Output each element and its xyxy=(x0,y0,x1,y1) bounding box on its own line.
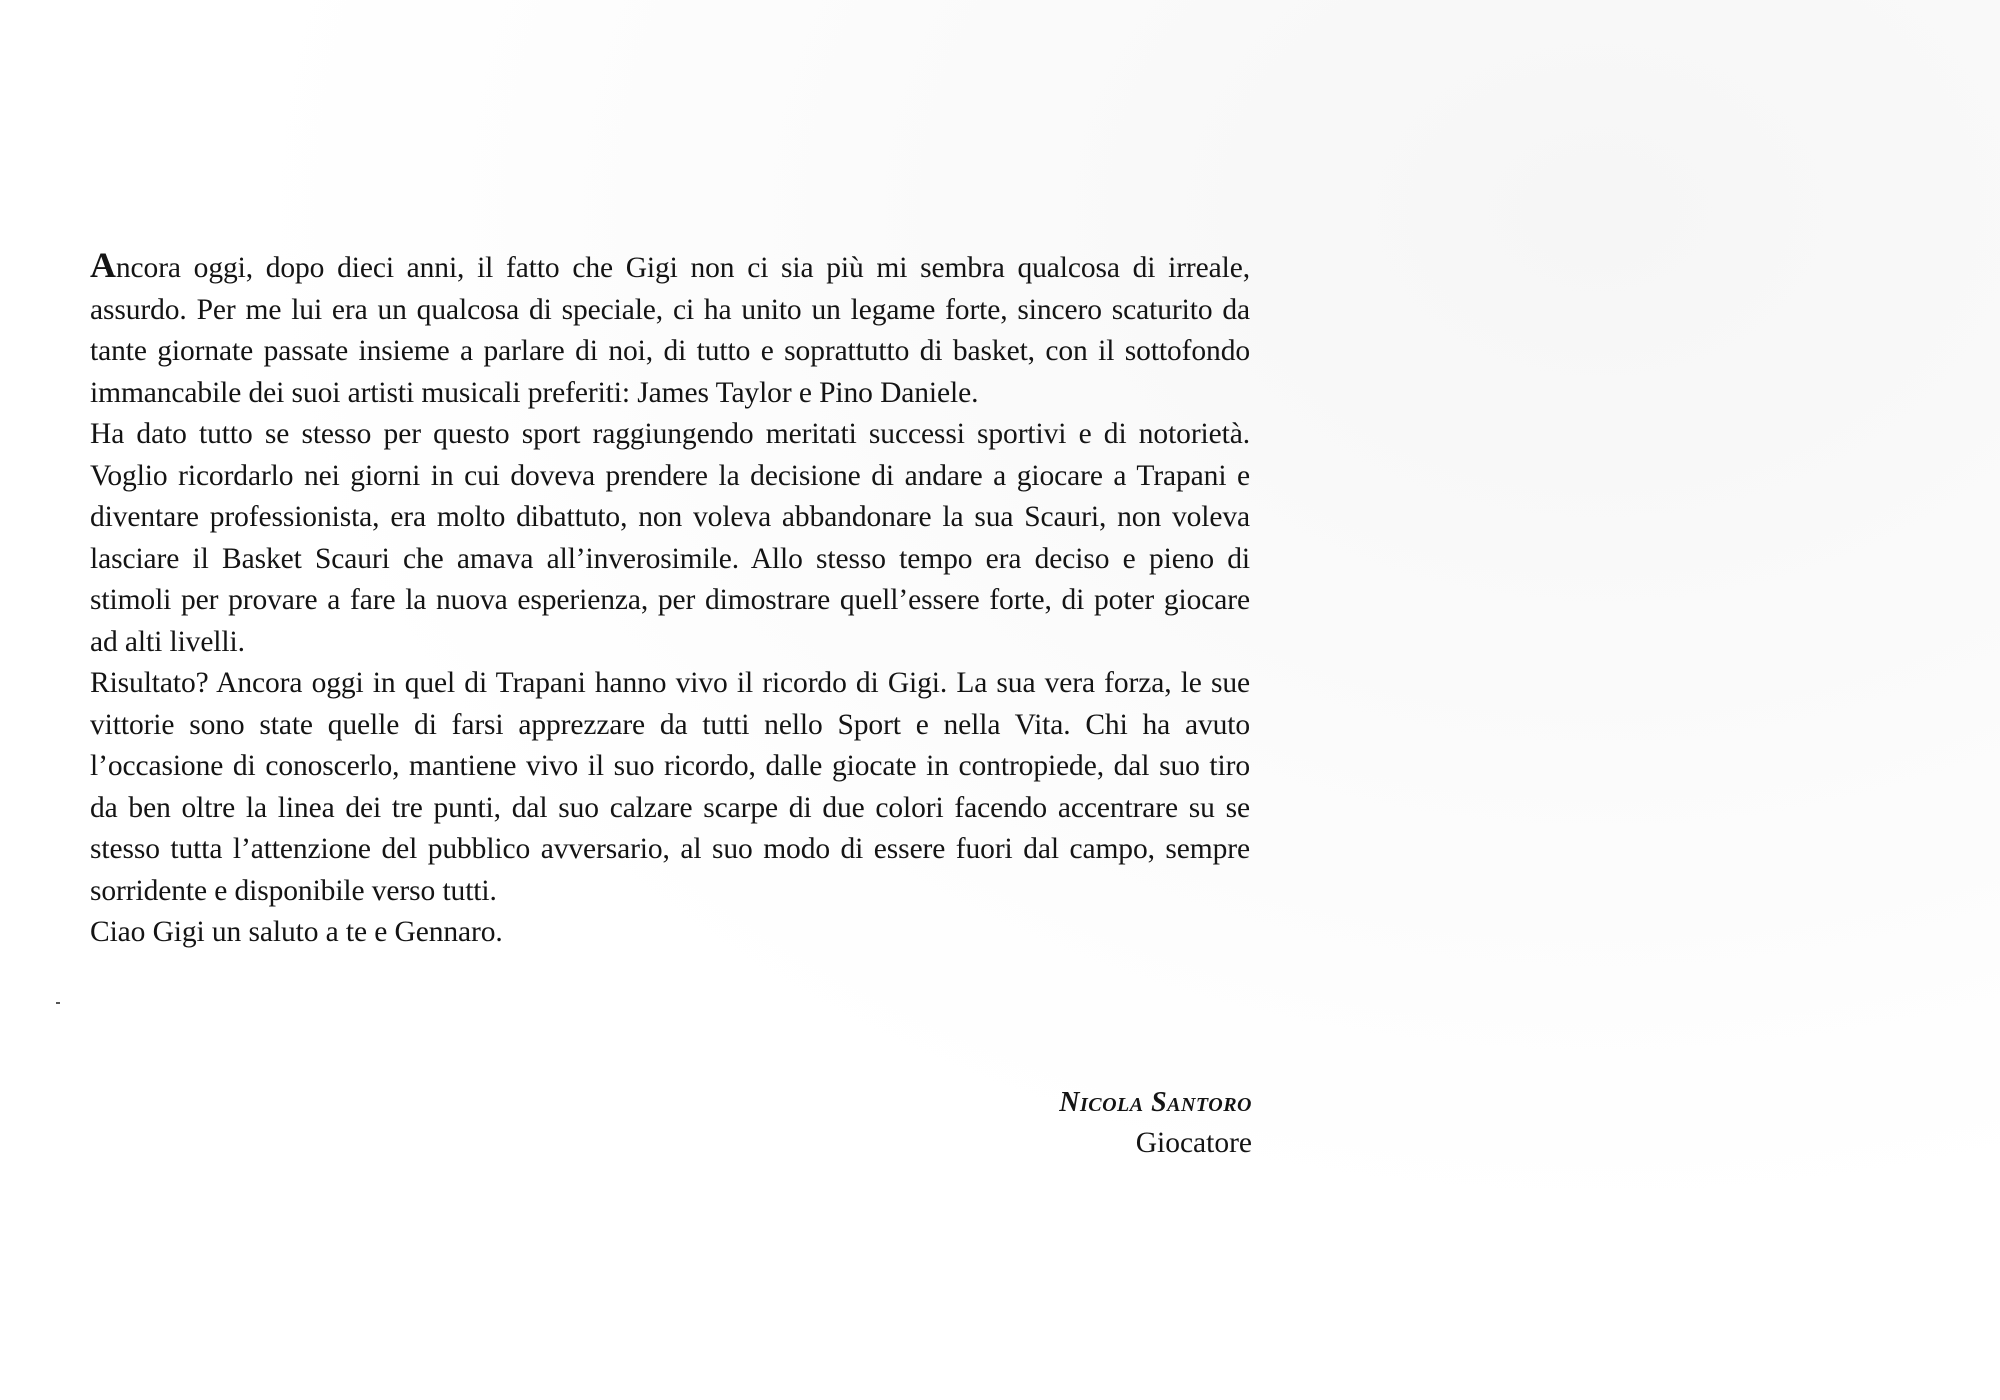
paragraph-2: Ha dato tutto se stesso per questo sport raggiungendo meritati successi sportivi e di notorietà. Voglio ricordarlo nei giorni in cui doveva prendere la decisione di andare a giocare a Trapani e diventare professionista, era molto dibattuto, non voleva abbandonare la sua Scauri, non voleva lasciare il Basket Scauri che amava all’inverosimile. Allo stesso tempo era deciso e pieno di stimoli per provare a fare la nuova esperienza, per dimostrare quell’essere forte, di poter giocare ad alti livelli. xyxy=(90,418,1250,658)
paragraph-1 xyxy=(90,245,1250,414)
signature-block xyxy=(880,1082,1252,1164)
memorial-text xyxy=(90,245,1250,954)
author-role: Giocatore xyxy=(1135,1127,1252,1159)
author-name: Nicola Santoro xyxy=(1059,1087,1252,1118)
paragraph-4: Ciao Gigi un saluto a te e Gennaro. xyxy=(90,916,503,948)
paragraph-1-text: ncora oggi, dopo dieci anni, il fatto che Gigi non ci sia più mi sembra qualcosa di irreale, assurdo. Per me lui era un qualcosa di speciale, ci ha unito un legame forte, sincero scaturito da tante giornate passate insieme a parlare di noi, di tutto e soprattutto di basket, con il sottofondo immancabile dei suoi artisti musicali preferiti: James Taylor e Pino Daniele. xyxy=(90,252,1250,409)
drop-cap: A xyxy=(90,245,116,285)
scan-speck xyxy=(56,1002,60,1004)
paragraph-3: Risultato? Ancora oggi in quel di Trapani hanno vivo il ricordo di Gigi. La sua vera forza, le sue vittorie sono state quelle di farsi apprezzare da tutti nello Sport e nella Vita. Chi ha avuto l’occasione di conoscerlo, mantiene vivo il suo ricordo, dalle giocate in contropiede, dal suo tiro da ben oltre la linea dei tre punti, dal suo calzare scarpe di due colori facendo accentrare su se stesso tutta l’attenzione del pubblico avversario, al suo modo di essere fuori dal campo, sempre sorridente e disponibile verso tutti. xyxy=(90,667,1250,907)
